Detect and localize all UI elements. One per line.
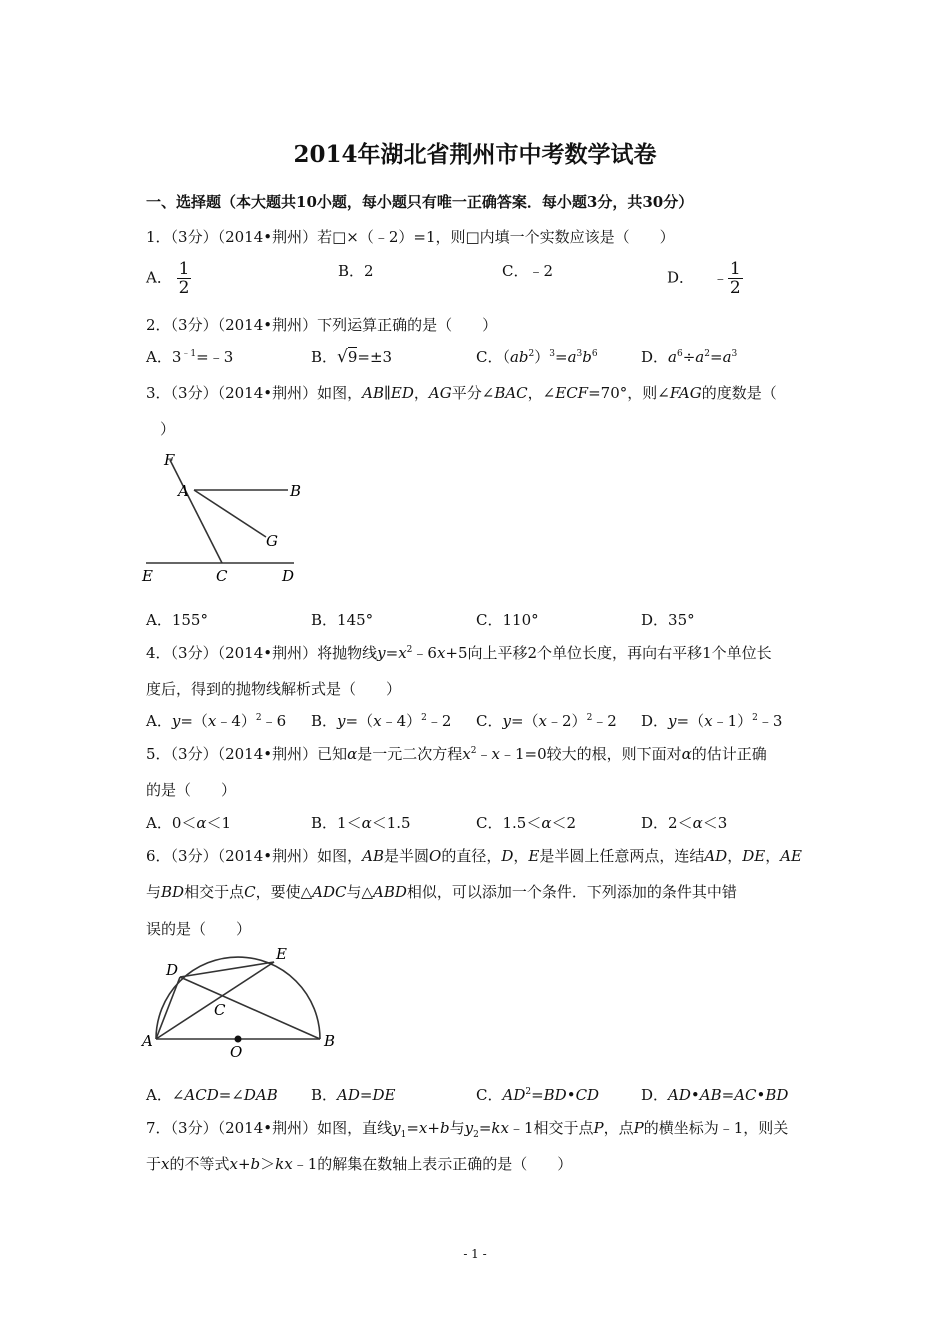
- q4-option-d: D．y=（x﹣1）$^2$﹣3: [641, 712, 783, 730]
- q5-option-b: B．1＜α＜1.5: [311, 814, 411, 832]
- question-5-stem-line2: 的是（ ）: [146, 781, 237, 799]
- label-C: C: [216, 567, 228, 585]
- q4-option-a: A．y=（x﹣4）$^2$﹣6: [146, 712, 287, 730]
- question-7-stem-line2: 于x的不等式x+b＞kx﹣1的解集在数轴上表示正确的是（ ）: [146, 1155, 573, 1173]
- q3-option-a: A．155°: [146, 611, 208, 629]
- page-title: 2014年湖北省荆州市中考数学试卷: [293, 141, 657, 168]
- question-5-stem: 5．（3分）（2014•荆州）已知α是一元二次方程$x^2﹣x﹣1=0$较大的根，则下面对α的估计正确: [146, 745, 767, 763]
- q2-option-a: A．$3^{﹣1}=﹣3$: [146, 348, 234, 366]
- page-number: - 1 -: [463, 1247, 487, 1261]
- q6-option-b: B．AD=DE: [311, 1086, 396, 1104]
- q2-option-d: D．$a^6\div a^2=a^3$: [641, 348, 738, 366]
- q5-option-a: A．0＜α＜1: [146, 814, 232, 832]
- label-E: E: [276, 945, 287, 963]
- label-O: O: [230, 1043, 243, 1061]
- label-D: D: [282, 567, 295, 585]
- label-B: B: [290, 482, 302, 500]
- question-6-stem-line3: 误的是（ ）: [146, 920, 252, 938]
- center-point-O: [235, 1036, 242, 1043]
- line-FC: [170, 460, 222, 563]
- label-A: A: [142, 1032, 153, 1050]
- q4-option-c: C．y=（x﹣2）$^2$﹣2: [476, 712, 617, 730]
- label-A: A: [178, 482, 189, 500]
- q3-option-c: C．110°: [476, 611, 539, 629]
- q3-option-d: D．35°: [641, 611, 695, 629]
- q4-option-b: B．y=（x﹣4）$^2$﹣2: [311, 712, 452, 730]
- q6-option-d: D．AD•AB=AC•BD: [641, 1086, 789, 1104]
- question-3-stem-line2: ）: [160, 420, 176, 438]
- label-F: F: [164, 451, 175, 469]
- line-BD: [180, 977, 320, 1039]
- question-2-stem: 2．（3分）（2014•荆州）下列运算正确的是（ ）: [146, 316, 498, 334]
- q2-option-c: C．$(ab^2)^3=a^3b^6$: [476, 348, 598, 366]
- q1-option-c: C．﹣2: [502, 262, 554, 280]
- label-B: B: [324, 1032, 336, 1050]
- label-C: C: [214, 1001, 226, 1019]
- q5-option-d: D．2＜α＜3: [641, 814, 728, 832]
- q6-figure: [140, 944, 345, 1064]
- question-6-stem: 6．（3分）（2014•荆州）如图，AB是半圆O的直径，D，E是半圆上任意两点，连结AD，DE，AE: [146, 847, 803, 865]
- q3-option-b: B．145°: [311, 611, 374, 629]
- question-4-stem: 4．（3分）（2014•荆州）将抛物线$y=x^2﹣6x+5$向上平移2个单位长度，再向右平移1个单位长: [146, 644, 772, 662]
- question-3-stem: 3．（3分）（2014•荆州）如图，AB∥ED，AG平分∠BAC，∠ECF=70°，则∠FAG的度数是（: [146, 384, 777, 402]
- line-AD: [156, 977, 180, 1039]
- label-G: G: [266, 532, 278, 550]
- q6-option-a: A．∠ACD=∠DAB: [146, 1086, 278, 1104]
- question-4-stem-line2: 度后，得到的抛物线解析式是（ ）: [146, 680, 402, 698]
- section-heading: 一、选择题（本大题共10小题，每小题只有唯一正确答案．每小题3分，共30分）: [146, 193, 694, 211]
- q5-option-c: C．1.5＜α＜2: [476, 814, 577, 832]
- semicircle-arc: [156, 957, 320, 1039]
- q1-option-d: D． ﹣ $\frac{1}{2}$: [667, 259, 741, 298]
- q1-option-b: B．2: [338, 262, 374, 280]
- label-D: D: [166, 961, 179, 979]
- q1-option-a: A． $\frac{1}{2}$: [146, 259, 190, 298]
- question-7-stem: 7．（3分）（2014•荆州）如图，直线$y_1=x+b$与$y_2=kx﹣1$相交于点P，点P的横坐标为﹣1，则关: [146, 1119, 789, 1140]
- q6-option-c: C．$AD^2=BD•CD$: [476, 1086, 600, 1104]
- question-6-stem-line2: 与BD相交于点C，要使△ADC与△ABD相似，可以添加一个条件．下列添加的条件其中错: [146, 883, 737, 901]
- q2-option-b: B．√9=±3: [311, 347, 393, 367]
- q3-figure: [140, 445, 310, 590]
- label-E: E: [142, 567, 153, 585]
- question-1-stem: 1．（3分）（2014•荆州）若□×（﹣2）=1，则□内填一个实数应该是（ ）: [146, 228, 675, 246]
